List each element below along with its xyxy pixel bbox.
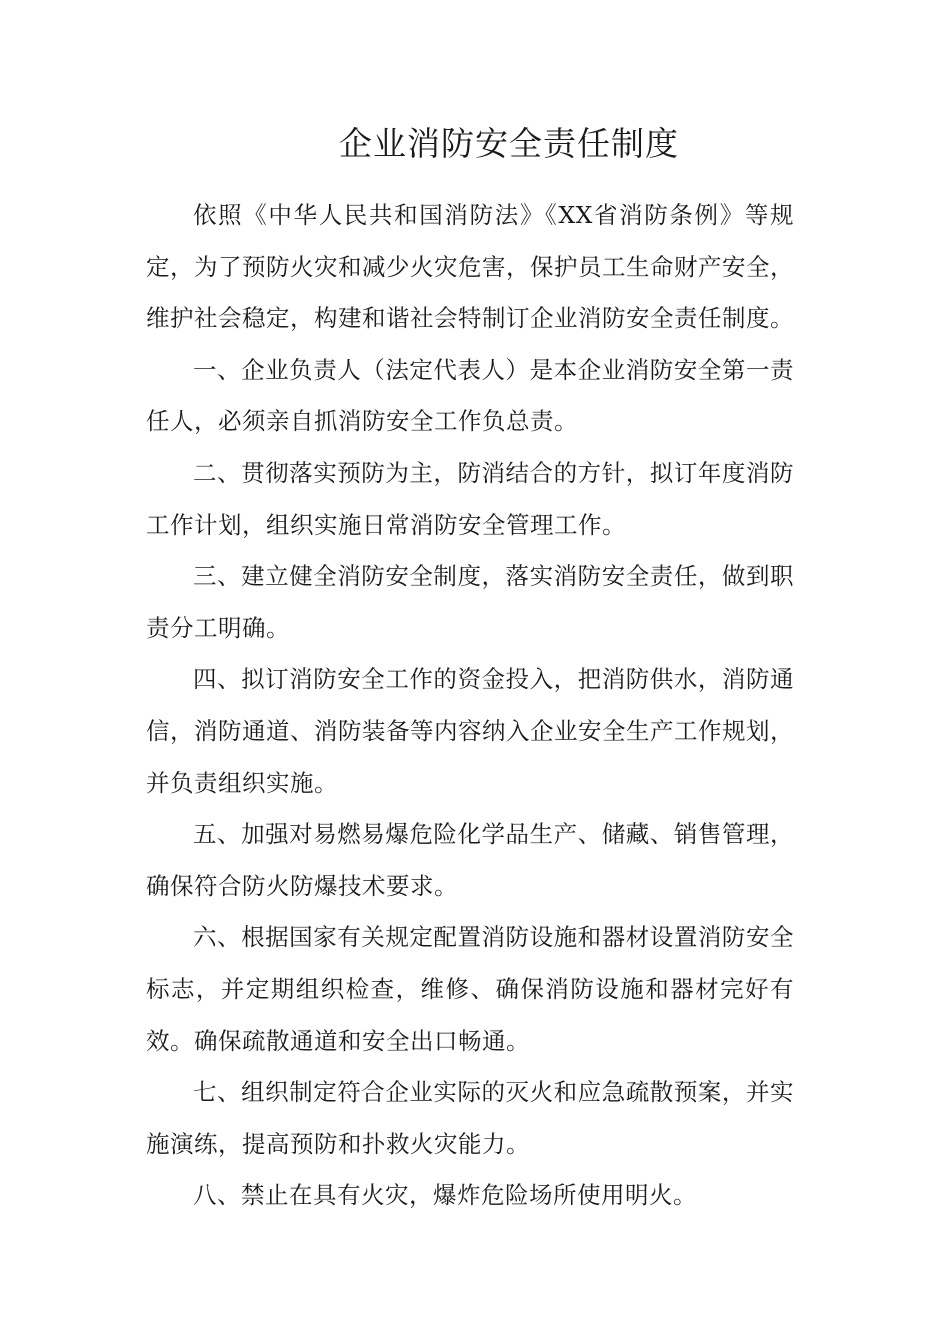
document-title: 企业消防安全责任制度 [339, 124, 679, 163]
paragraph-item-4: 四、拟订消防安全工作的资金投入，把消防供水，消防通信，消防通道、消防装备等内容纳入企业安全生产工作规划，并负责组织实施。 [146, 665, 794, 797]
paragraph-item-2: 二、贯彻落实预防为主，防消结合的方针，拟订年度消防工作计划，组织实施日常消防安全管理工作。 [146, 458, 794, 539]
paragraph-item-5: 五、加强对易燃易爆危险化学品生产、储藏、销售管理，确保符合防火防爆技术要求。 [146, 820, 794, 900]
paragraph-item-8: 八、禁止在具有火灾，爆炸危险场所使用明火。 [193, 1181, 697, 1210]
paragraph-item-6: 六、根据国家有关规定配置消防设施和器材设置消防安全标志，并定期组织检查，维修、确保消防设施和器材完好有效。确保疏散通道和安全出口畅通。 [146, 923, 794, 1055]
paragraph-item-7: 七、组织制定符合企业实际的灭火和应急疏散预案，并实施演练，提高预防和扑救火灾能力。 [146, 1078, 794, 1158]
paragraph-item-3: 三、建立健全消防安全制度，落实消防安全责任，做到职责分工明确。 [146, 562, 794, 642]
document-body [146, 190, 794, 1222]
paragraph-intro: 依照《中华人民共和国消防法》《XX省消防条例》等规定，为了预防火灾和减少火灾危害，保护员工生命财产安全，维护社会稳定，构建和谐社会特制订企业消防安全责任制度。 [146, 201, 794, 333]
paragraph-item-1: 一、企业负责人（法定代表人）是本企业消防安全第一责任人，必须亲自抓消防安全工作负总责。 [146, 355, 794, 436]
